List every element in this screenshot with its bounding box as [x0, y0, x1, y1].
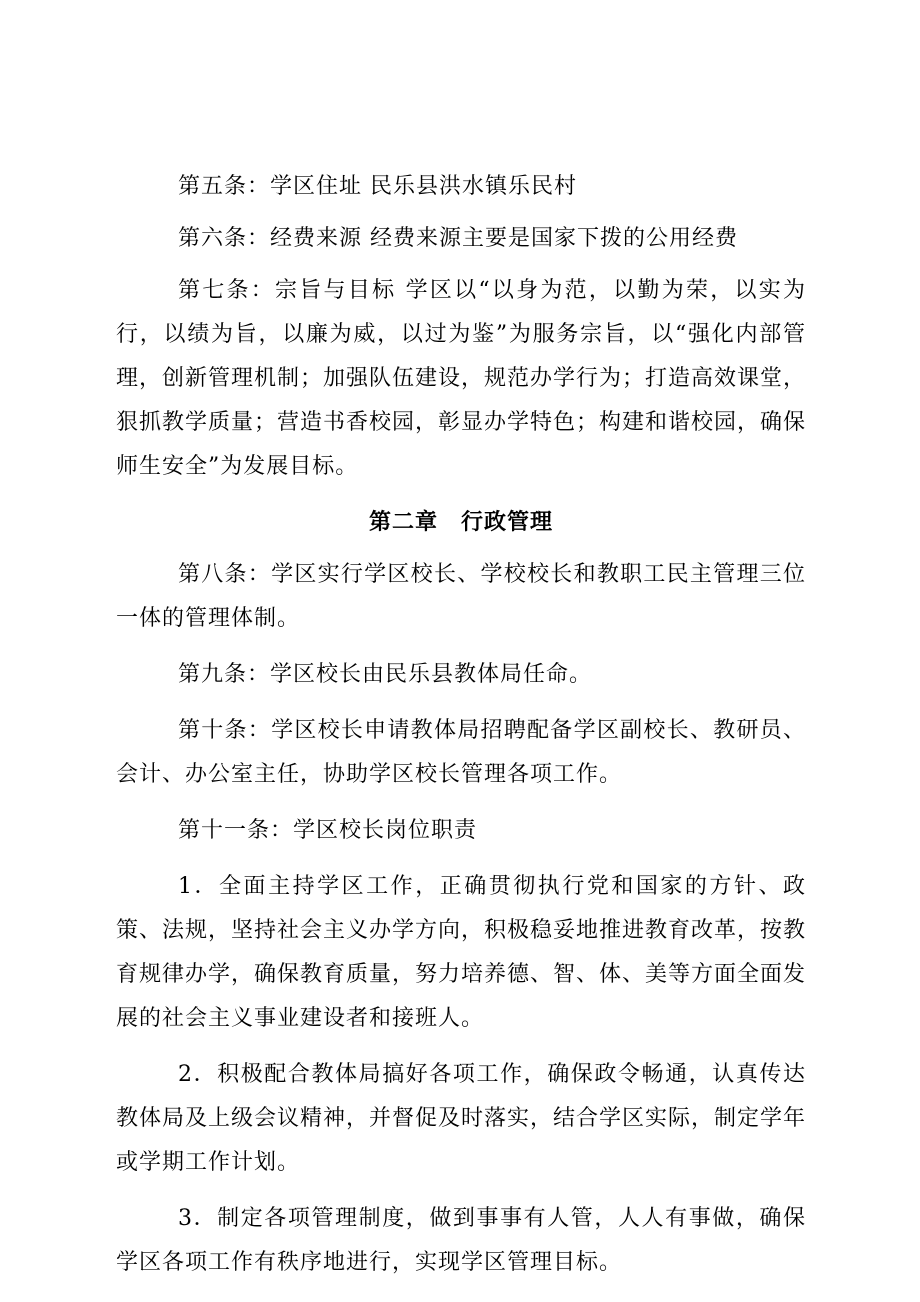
article-8: 第八条：学区实行学区校长、学校校长和教职工民主管理三位一体的管理体制。: [116, 562, 806, 631]
article-7: 第七条：宗旨与目标 学区以“以身为范，以勤为荣，以实为行，以绩为旨，以廉为威，以过为鉴”为服务宗旨，以“强化内部管理，创新管理机制；加强队伍建设，规范办学行为；打造高效课堂，狠抓教学质量；营造书香校园，彰显办学特色；构建和谐校园，确保师生安全”为发展目标。: [116, 278, 807, 479]
duty-item-2: 2．积极配合教体局搞好各项工作，确保政令畅通，认真传达教体局及上级会议精神，并督促及时落实，结合学区实际，制定学年或学期工作计划。: [116, 1062, 807, 1175]
article-6: 第六条：经费来源 经费来源主要是国家下拨的公用经费: [178, 226, 738, 251]
chapter-title: 第二章 行政管理: [368, 510, 553, 535]
duty-item-1: 1．全面主持学区工作，正确贯彻执行党和国家的方针、政策、法规，坚持社会主义办学方向，积极稳妥地推进教育改革，按教育规律办学，确保教育质量，努力培养德、智、体、美等方面全面发展的社会主义事业建设者和接班人。: [116, 874, 807, 1031]
article-11: 第十一条：学区校长岗位职责: [178, 818, 478, 843]
duty-item-3: 3．制定各项管理制度，做到事事有人管，人人有事做，确保学区各项工作有秩序地进行，实现学区管理目标。: [116, 1206, 806, 1275]
document-body: [116, 165, 806, 1285]
article-10: 第十条：学区校长申请教体局招聘配备学区副校长、教研员、会计、办公室主任，协助学区校长管理各项工作。: [116, 718, 806, 787]
article-9: 第九条：学区校长由民乐县教体局任命。: [178, 662, 593, 687]
article-5: 第五条：学区住址 民乐县洪水镇乐民村: [178, 174, 577, 199]
